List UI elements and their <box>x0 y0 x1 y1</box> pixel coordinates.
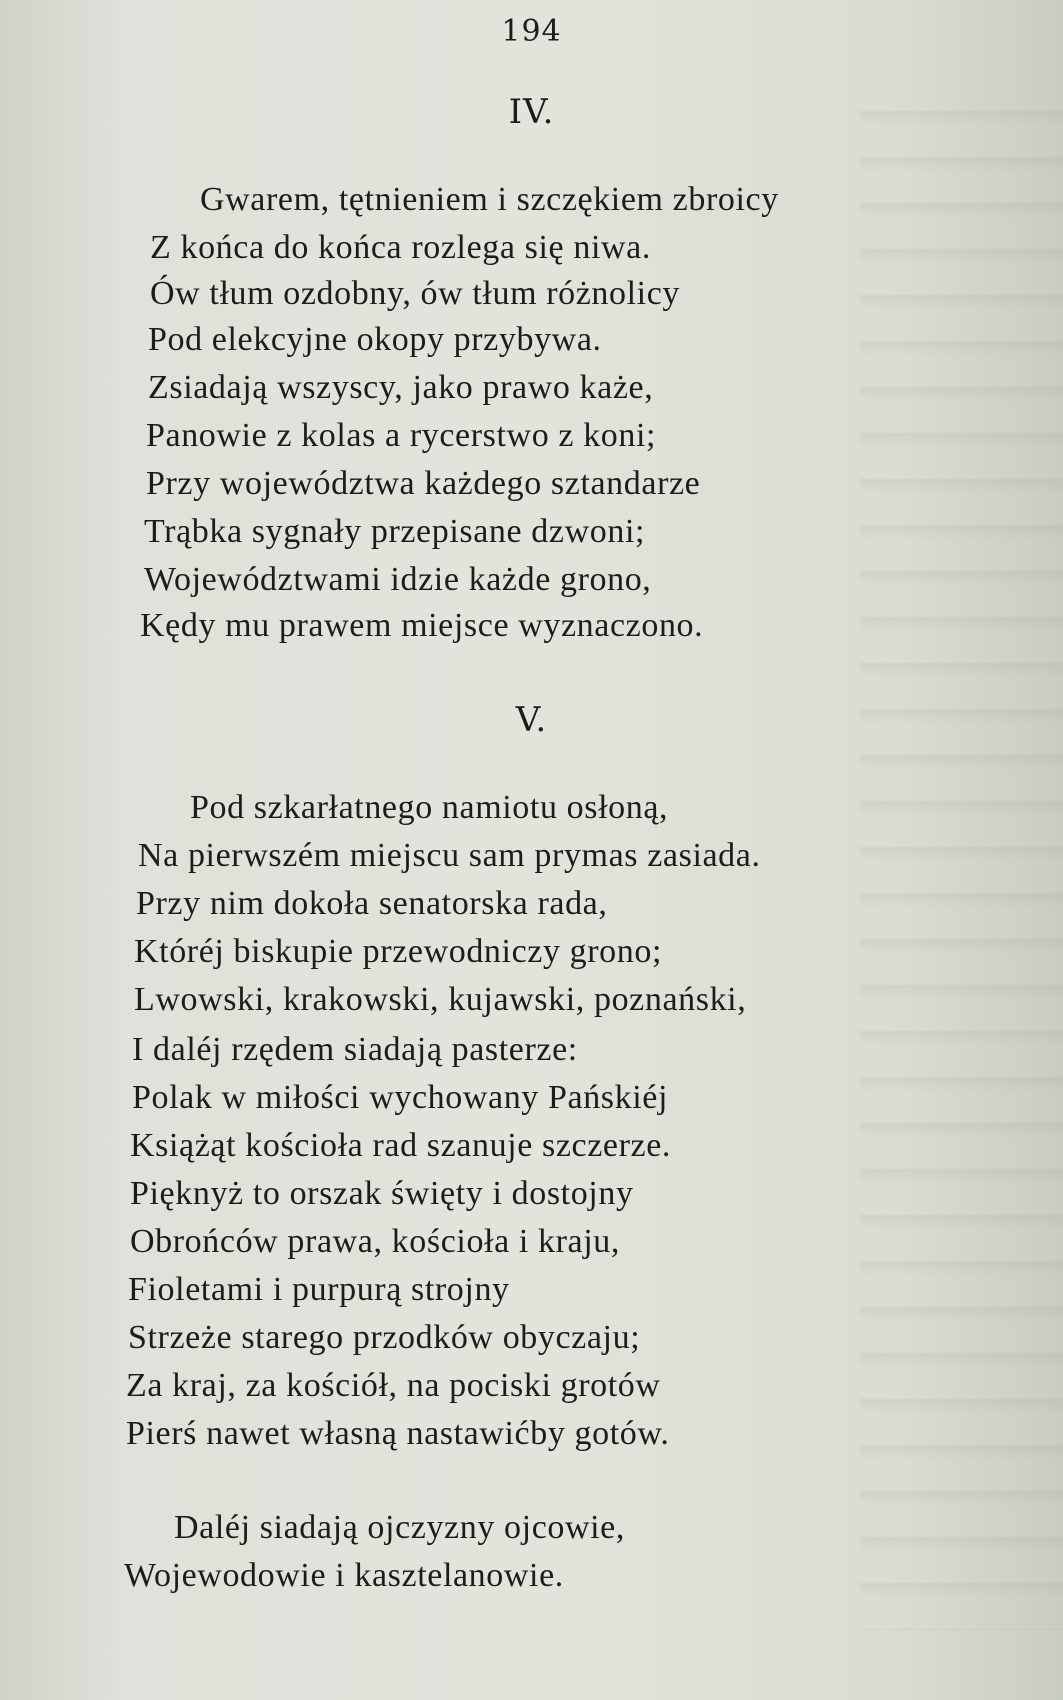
verse-line: I daléj rzędem siadają pasterze: <box>132 1031 578 1068</box>
verse-line: Kędy mu prawem miejsce wyznaczono. <box>140 607 704 644</box>
verse-line: Książąt kościoła rad szanuje szczerze. <box>130 1127 672 1164</box>
verse-line: Panowie z kolas a rycerstwo z koni; <box>146 417 657 454</box>
verse-line: Strzeże starego przodków obyczaju; <box>128 1319 641 1356</box>
verse-line: Z końca do końca rozlega się niwa. <box>150 229 651 266</box>
verse-line: Województwami idzie każde grono, <box>144 561 652 598</box>
verse-line: Pięknyż to orszak święty i dostojny <box>130 1175 634 1212</box>
verse-line: Wojewodowie i kasztelanowie. <box>124 1557 564 1594</box>
verse-line: Pod szkarłatnego namiotu osłoną, <box>190 789 669 826</box>
verse-line: Któréj biskupie przewodniczy grono; <box>134 933 663 970</box>
verse-line: Przy województwa każdego sztandarze <box>146 465 701 502</box>
verse-line: Na pierwszém miejscu sam prymas zasiada. <box>138 837 761 874</box>
verse-line: Zsiadają wszyscy, jako prawo każe, <box>148 369 654 406</box>
verse-line: Pod elekcyjne okopy przybywa. <box>148 321 602 358</box>
bleed-through-text <box>860 80 1063 1630</box>
verse-line: Za kraj, za kościół, na pociski grotów <box>126 1367 661 1404</box>
verse-line: Trąbka sygnały przepisane dzwoni; <box>144 513 646 550</box>
verse-line: Daléj siadają ojczyzny ojcowie, <box>174 1509 625 1546</box>
verse-line: Obrońców prawa, kościoła i kraju, <box>130 1223 620 1260</box>
verse-line: Fioletami i purpurą strojny <box>128 1271 510 1308</box>
verse-line: Lwowski, krakowski, kujawski, poznański, <box>134 981 747 1018</box>
section-heading-v: V. <box>515 700 548 740</box>
section-heading-iv: IV. <box>508 92 555 132</box>
verse-line: Gwarem, tętnieniem i szczękiem zbroicy <box>200 181 779 218</box>
verse-line: Polak w miłości wychowany Pańskiéj <box>132 1079 669 1116</box>
verse-line: Ów tłum ozdobny, ów tłum różnolicy <box>150 275 681 312</box>
verse-line: Przy nim dokoła senatorska rada, <box>136 885 608 922</box>
page-number: 194 <box>501 14 562 49</box>
verse-line: Pierś nawet własną nastawićby gotów. <box>126 1415 670 1452</box>
